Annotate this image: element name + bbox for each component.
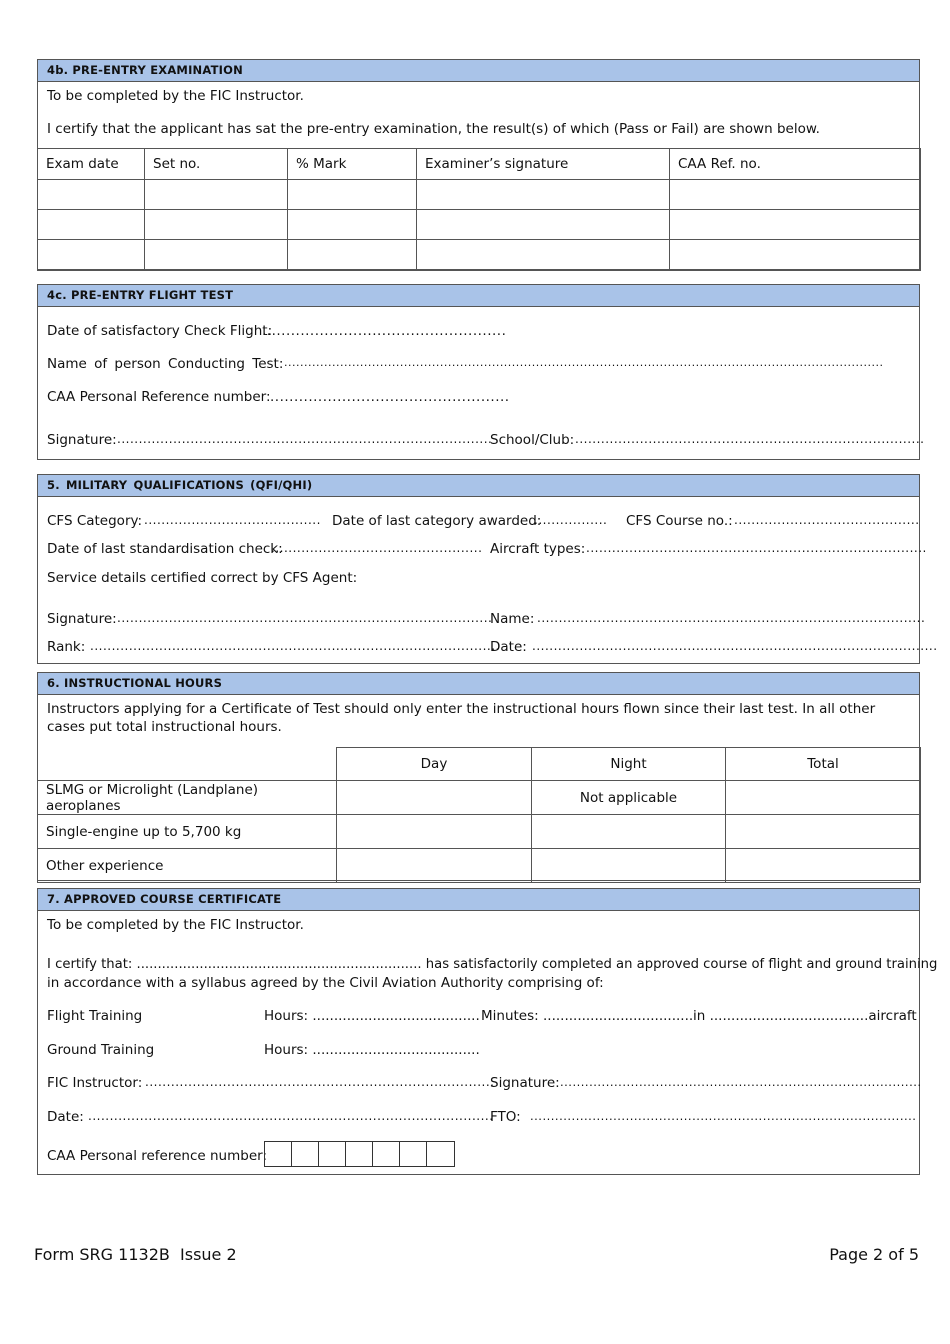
reference-digit-box[interactable]: [346, 1142, 373, 1166]
caa-ref-label: CAA Personal Reference number:: [47, 389, 271, 405]
row-label: Single-engine up to 5,700 kg: [38, 815, 337, 849]
row-label: SLMG or Microlight (Landplane) aeroplanes: [38, 781, 337, 815]
name-field[interactable]: ..........................................................................................: [537, 611, 926, 625]
cfs-category-label: CFS Category:: [47, 513, 143, 529]
flight-hours-field[interactable]: Hours: .......................................: [264, 1008, 480, 1024]
row-label: Other experience: [38, 849, 337, 883]
exam-date-cell[interactable]: [38, 210, 145, 240]
rank-label: Rank:: [47, 639, 86, 655]
service-details-label: Service details certified correct by CFS Agent:: [47, 570, 358, 586]
night-cell: Not applicable: [532, 781, 726, 815]
section-header: 6. INSTRUCTIONAL HOURS: [38, 673, 919, 695]
section-header: 7. APPROVED COURSE CERTIFICATE: [38, 889, 919, 911]
caa-reference-label: CAA Personal reference number:: [47, 1148, 267, 1164]
night-cell[interactable]: [532, 849, 726, 883]
blank-header-cell: [38, 748, 337, 781]
ref-cell[interactable]: [670, 210, 921, 240]
date-field[interactable]: ..............................................................................................: [88, 1109, 494, 1123]
section-6-instructional-hours: [37, 672, 920, 881]
caa-ref-field[interactable]: ..................................................: [270, 389, 510, 405]
school-club-label: School/Club:: [490, 432, 575, 448]
check-flight-date-field[interactable]: ...................................................: [262, 323, 507, 339]
page-number: Page 2 of 5: [829, 1245, 919, 1264]
set-no-cell[interactable]: [145, 210, 288, 240]
section-header: 4c. PRE-ENTRY FLIGHT TEST: [38, 285, 919, 307]
table-row: [38, 781, 921, 815]
signature-cell[interactable]: [417, 180, 670, 210]
aircraft-types-label: Aircraft types:: [490, 541, 586, 557]
flight-minutes-field[interactable]: Minutes: ...................................: [481, 1008, 694, 1024]
instructional-hours-table: [37, 747, 921, 883]
section-5-military-qualifications: [37, 474, 938, 664]
col-caa-ref: CAA Ref. no.: [670, 149, 921, 180]
reference-digit-box[interactable]: [265, 1142, 292, 1166]
certify-line-2: in accordance with a syllabus agreed by the Civil Aviation Authority comprising of:: [47, 975, 604, 991]
total-cell[interactable]: [726, 781, 921, 815]
flight-training-label: Flight Training: [47, 1008, 143, 1024]
mark-cell[interactable]: [288, 210, 417, 240]
table-row: [38, 849, 921, 883]
fic-instructor-label: FIC Instructor:: [47, 1075, 143, 1091]
signature-field[interactable]: .......................................................................................: [117, 611, 493, 625]
reference-digit-box[interactable]: [427, 1142, 454, 1166]
reference-digit-box[interactable]: [319, 1142, 346, 1166]
signature-label: Signature:: [47, 432, 117, 448]
standardisation-label: Date of last standardisation check:: [47, 541, 283, 557]
fic-instructor-field[interactable]: .................................................................................: [145, 1075, 495, 1089]
set-no-cell[interactable]: [145, 180, 288, 210]
last-category-field[interactable]: .................: [534, 513, 608, 527]
total-cell[interactable]: [726, 849, 921, 883]
standardisation-field[interactable]: .................................................: [271, 541, 483, 555]
name-label: Name:: [490, 611, 535, 627]
col-night: Night: [532, 748, 726, 781]
section-7-approved-course-certificate: [37, 888, 938, 1175]
col-day: Day: [337, 748, 532, 781]
fto-field[interactable]: .............................................................................................: [530, 1109, 917, 1123]
col-examiner-signature: Examiner’s signature: [417, 149, 670, 180]
table-row: [38, 815, 921, 849]
signature-label: Signature:: [490, 1075, 560, 1091]
certify-text: I certify that the applicant has sat the pre-entry examination, the result(s) of which (Pass or Fail) are shown below.: [47, 121, 820, 137]
section-4b-pre-entry-examination: [37, 59, 920, 270]
signature-label: Signature:: [47, 611, 117, 627]
col-set-no: Set no.: [145, 149, 288, 180]
date-label: Date:: [47, 1109, 84, 1125]
table-row: [38, 210, 921, 240]
test-conductor-field[interactable]: ......................................................................................................................................................: [284, 356, 884, 369]
exam-date-cell[interactable]: [38, 240, 145, 271]
ground-training-label: Ground Training: [47, 1042, 155, 1058]
signature-field[interactable]: .......................................................................................: [560, 1075, 922, 1089]
section-4c-pre-entry-flight-test: [37, 284, 925, 460]
ground-hours-field[interactable]: Hours: .......................................: [264, 1042, 480, 1058]
fto-label: FTO:: [490, 1109, 521, 1125]
mark-cell[interactable]: [288, 240, 417, 271]
col-total: Total: [726, 748, 921, 781]
mark-cell[interactable]: [288, 180, 417, 210]
ref-cell[interactable]: [670, 180, 921, 210]
instruction-text: To be completed by the FIC Instructor.: [47, 917, 304, 933]
cfs-category-field[interactable]: .........................................: [144, 513, 321, 527]
rank-field[interactable]: ...............................................................................................: [90, 639, 500, 653]
last-category-label: Date of last category awarded:: [332, 513, 542, 529]
test-conductor-label: Name of person Conducting Test:: [47, 356, 284, 372]
instruction-text: To be completed by the FIC Instructor.: [47, 88, 304, 104]
cfs-course-field[interactable]: ...........................................: [734, 513, 920, 527]
signature-field[interactable]: .......................................................................................: [117, 432, 493, 446]
section-header: 5. MILITARY QUALIFICATIONS (QFI/QHI): [38, 475, 919, 497]
total-cell[interactable]: [726, 815, 921, 849]
date-field[interactable]: ..............................................................................................: [532, 639, 938, 653]
caa-reference-boxes[interactable]: [264, 1141, 455, 1167]
reference-digit-box[interactable]: [373, 1142, 400, 1166]
school-club-field[interactable]: .................................................................................: [575, 432, 925, 446]
day-cell[interactable]: [337, 815, 532, 849]
day-cell[interactable]: [337, 781, 532, 815]
exam-date-cell[interactable]: [38, 180, 145, 210]
signature-cell[interactable]: [417, 210, 670, 240]
aircraft-types-field[interactable]: ...............................................................................: [586, 541, 927, 555]
signature-cell[interactable]: [417, 240, 670, 271]
col-exam-date: Exam date: [38, 149, 145, 180]
ref-cell[interactable]: [670, 240, 921, 271]
date-label: Date:: [490, 639, 527, 655]
exam-results-table: [37, 148, 921, 271]
cfs-course-label: CFS Course no.:: [626, 513, 733, 529]
table-row: [38, 240, 921, 271]
certify-line-1[interactable]: I certify that: .................................................................... has satisfactorily completed an approved course of flight and ground training: [47, 957, 938, 972]
day-cell[interactable]: [337, 849, 532, 883]
flight-aircraft-field[interactable]: in .....................................aircraft: [693, 1008, 917, 1024]
night-cell[interactable]: [532, 815, 726, 849]
set-no-cell[interactable]: [145, 240, 288, 271]
instructional-hours-intro: Instructors applying for a Certificate of Test should only enter the instructional hours flown since their last test. In all other cases put total instructional hours.: [47, 701, 876, 735]
reference-digit-box[interactable]: [400, 1142, 427, 1166]
table-row: [38, 180, 921, 210]
reference-digit-box[interactable]: [292, 1142, 319, 1166]
col-mark: % Mark: [288, 149, 417, 180]
form-reference: Form SRG 1132B Issue 2: [34, 1245, 237, 1264]
check-flight-date-label: Date of satisfactory Check Flight:: [47, 323, 273, 339]
section-header: 4b. PRE-ENTRY EXAMINATION: [38, 60, 919, 82]
